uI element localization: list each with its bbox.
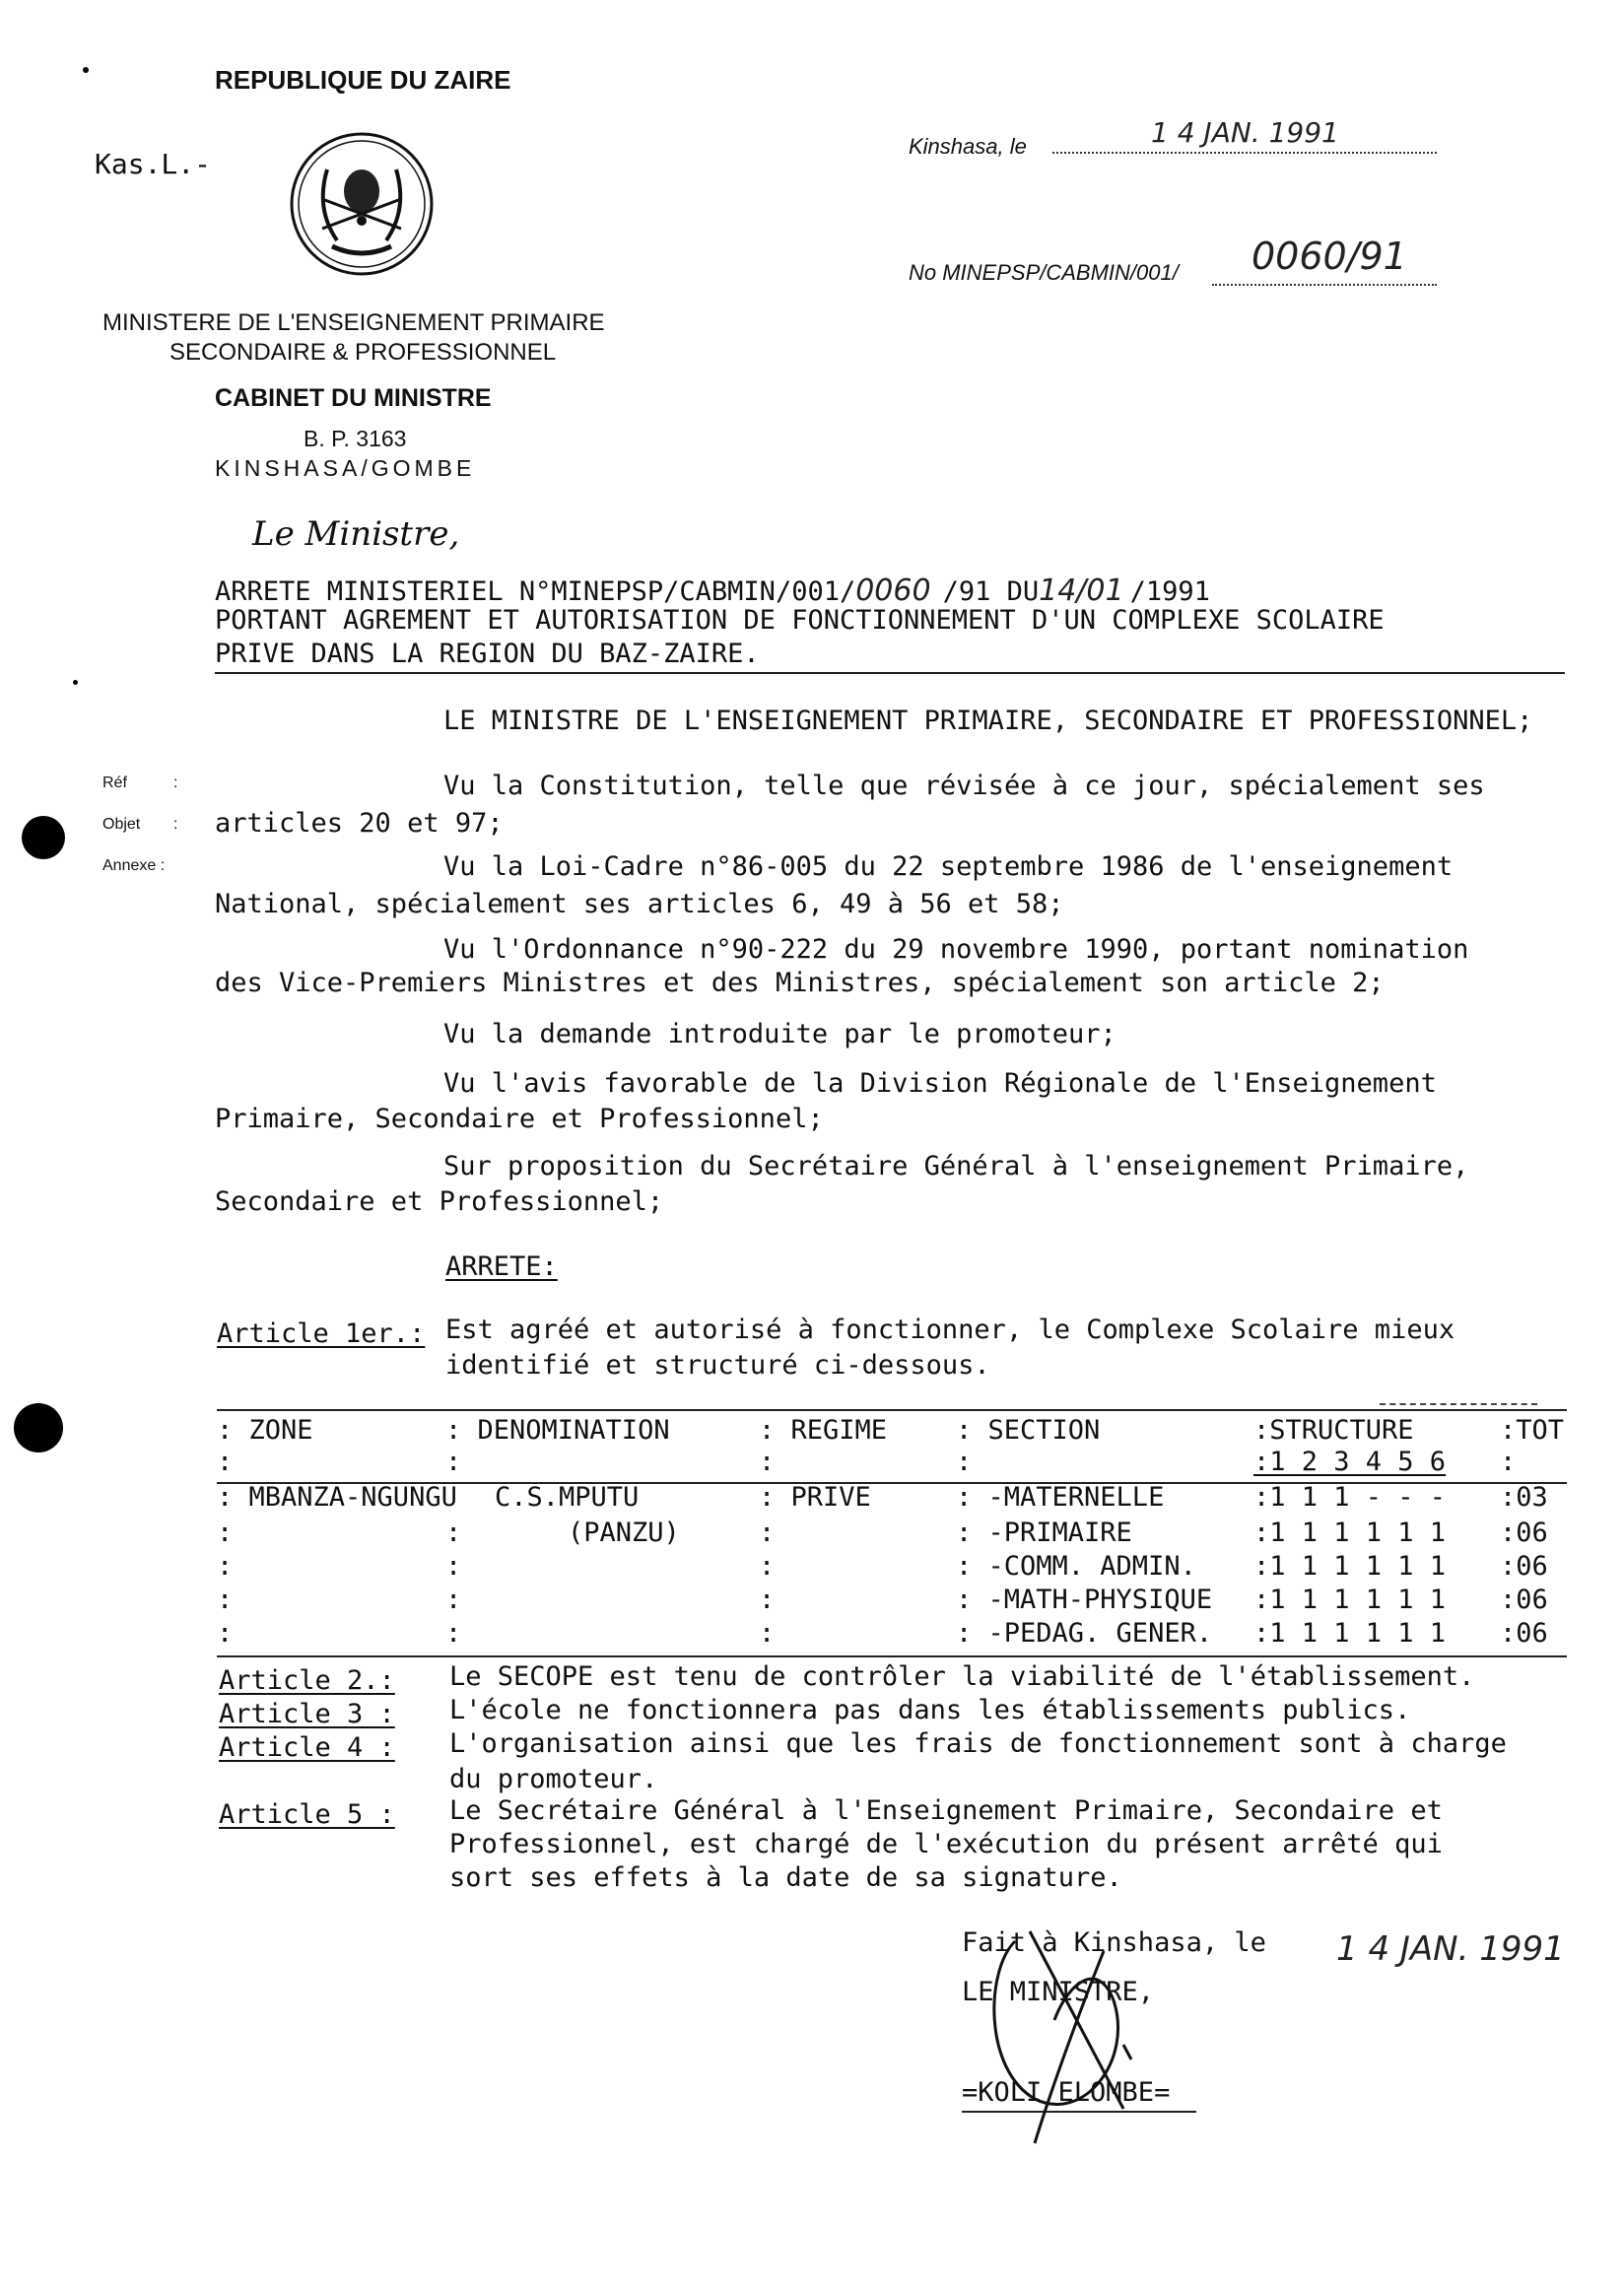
row-1-structure: :1 1 1 - - - [1253, 1482, 1447, 1513]
th2-structure-years: :1 2 3 4 5 6 [1253, 1447, 1447, 1477]
title-prefix: ARRETE MINISTERIEL N°MINEPSP/CABMIN/001/ [215, 576, 856, 607]
considerant-1b: articles 20 et 97; [215, 808, 504, 839]
considerant-6a: Sur proposition du Secrétaire Général à l'enseignement Primaire, [443, 1151, 1469, 1181]
th2-colon-section: : [956, 1447, 973, 1477]
th-structure: :STRUCTURE [1253, 1415, 1414, 1446]
colon-denom-r2: : [445, 1518, 462, 1548]
article-4-text-b: du promoteur. [449, 1764, 658, 1794]
place-date-value: 1 4 JAN. 1991 [1151, 116, 1339, 149]
th2-colon-tot: : [1500, 1447, 1517, 1477]
row-3-section: : -COMM. ADMIN. [956, 1551, 1196, 1582]
considerant-2b: National, spécialement ses articles 6, 49 à 56 et 58; [215, 889, 1064, 919]
coat-of-arms-seal [288, 130, 436, 278]
article-3-label: Article 3 : [219, 1699, 395, 1729]
republic-heading: REPUBLIQUE DU ZAIRE [215, 65, 511, 95]
article-2-label: Article 2.: [219, 1665, 395, 1696]
colon-zone-r2: : [217, 1518, 234, 1548]
handwritten-signature [976, 1912, 1173, 2148]
number-label: No MINEPSP/CABMIN/001/ [909, 260, 1179, 285]
cell-zone: : MBANZA-NGUNGU [217, 1482, 457, 1513]
decree-title-line-2: PORTANT AGREMENT ET AUTORISATION DE FONCTIONNEMENT D'UN COMPLEXE SCOLAIRE [215, 605, 1385, 636]
article-1-line-a: Est agréé et autorisé à fonctionner, le Complexe Scolaire mieux [445, 1315, 1455, 1345]
title-year: /1991 [1129, 576, 1210, 607]
article-5-label: Article 5 : [219, 1799, 395, 1830]
colon-regime-r5: : [759, 1618, 776, 1649]
number-value: 0060/91 [1252, 235, 1407, 278]
row-5-section: : -PEDAG. GENER. [956, 1618, 1213, 1649]
considerant-6b: Secondaire et Professionnel; [215, 1186, 664, 1217]
th2-colon-regime: : [759, 1447, 776, 1477]
row-4-structure: :1 1 1 1 1 1 [1253, 1585, 1447, 1615]
ref-label: Réf [102, 775, 127, 791]
article-5-text-c: sort ses effets à la date de sa signature. [449, 1862, 1122, 1893]
article-1-label: Article 1er.: [217, 1318, 426, 1349]
cabinet-heading: CABINET DU MINISTRE [215, 384, 492, 412]
article-5-text-a: Le Secrétaire Général à l'Enseignement Primaire, Secondaire et [449, 1795, 1443, 1826]
row-4-section: : -MATH-PHYSIQUE [956, 1585, 1213, 1615]
ministry-line-1: MINISTERE DE L'ENSEIGNEMENT PRIMAIRE [102, 309, 605, 336]
considerant-2a: Vu la Loi-Cadre n°86-005 du 22 septembre 1986 de l'enseignement [443, 851, 1454, 882]
objet-label: Objet [102, 816, 141, 833]
th2-colon-denom: : [445, 1447, 462, 1477]
row-2-tot: :06 [1500, 1518, 1548, 1548]
row-3-tot: :06 [1500, 1551, 1548, 1582]
table-bottom-rule [217, 1655, 1567, 1657]
punch-hole-top [22, 816, 65, 859]
speck-1 [83, 67, 89, 73]
th-zone: : ZONE [217, 1415, 313, 1446]
reference-code: Kas.L.- [95, 148, 212, 180]
signature-date: 1 4 JAN. 1991 [1336, 1929, 1565, 1969]
title-mid: /91 DU [942, 576, 1040, 607]
th2-colon-zone: : [217, 1447, 234, 1477]
colon-denom-r3: : [445, 1551, 462, 1582]
colon-zone-r4: : [217, 1585, 234, 1615]
th-denomination: : DENOMINATION [445, 1415, 670, 1446]
colon-denom-r5: : [445, 1618, 462, 1649]
colon-zone-r3: : [217, 1551, 234, 1582]
signature-place: Fait à Kinshasa, le [962, 1927, 1266, 1958]
le-ministre-script: Le Ministre, [252, 514, 460, 554]
considerant-3b: des Vice-Premiers Ministres et des Ministres, spécialement son article 2; [215, 968, 1385, 998]
number-line [1212, 235, 1437, 286]
considerant-5a: Vu l'avis favorable de la Division Régionale de l'Enseignement [443, 1068, 1437, 1099]
cell-regime: : PRIVE [759, 1482, 871, 1513]
cell-denomination-2: (PANZU) [568, 1518, 680, 1548]
place-label: Kinshasa, le [909, 134, 1027, 159]
colon-zone-r5: : [217, 1618, 234, 1649]
objet-colon: : [173, 816, 178, 833]
row-1-tot: :03 [1500, 1482, 1548, 1513]
row-2-structure: :1 1 1 1 1 1 [1253, 1518, 1447, 1548]
th-regime: : REGIME [759, 1415, 888, 1446]
row-2-section: : -PRIMAIRE [956, 1518, 1132, 1548]
cell-denomination-1: C.S.MPUTU [495, 1482, 640, 1513]
title-handwritten-number: 0060 [855, 574, 931, 608]
considerant-3a: Vu l'Ordonnance n°90-222 du 29 novembre 1990, portant nomination [443, 934, 1469, 965]
row-1-section: : -MATERNELLE [956, 1482, 1165, 1513]
article-3-text: L'école ne fonctionnera pas dans les établissements publics. [449, 1695, 1411, 1725]
arrete-heading: ARRETE: [445, 1251, 558, 1282]
article-4-label: Article 4 : [219, 1732, 395, 1763]
considerant-4: Vu la demande introduite par le promoteur; [443, 1019, 1116, 1049]
title-handwritten-date: 14/01 [1039, 574, 1124, 608]
colon-regime-r4: : [759, 1585, 776, 1615]
punch-hole-bottom [14, 1403, 63, 1452]
speck-2 [73, 680, 78, 685]
article-2-text: Le SECOPE est tenu de contrôler la viabilité de l'établissement. [449, 1661, 1475, 1692]
article-5-text-b: Professionnel, est chargé de l'exécution du présent arrêté qui [449, 1829, 1443, 1859]
row-5-structure: :1 1 1 1 1 1 [1253, 1618, 1447, 1649]
place-date-line [1052, 116, 1437, 154]
considerant-1a: Vu la Constitution, telle que révisée à ce jour, spécialement ses [443, 771, 1485, 801]
signatory-name: =KOLI ELOMBE= [962, 2077, 1171, 2108]
colon-regime-r2: : [759, 1518, 776, 1548]
colon-denom-r4: : [445, 1585, 462, 1615]
colon-regime-r3: : [759, 1551, 776, 1582]
considerant-5b: Primaire, Secondaire et Professionnel; [215, 1104, 824, 1134]
decree-title-line-1 [215, 574, 1210, 608]
article-4-text-a: L'organisation ainsi que les frais de fonctionnement sont à charge [449, 1728, 1507, 1759]
table-top-dash [1380, 1403, 1537, 1405]
title-rule [215, 672, 1565, 674]
ref-colon: : [173, 775, 178, 791]
intro-line: LE MINISTRE DE L'ENSEIGNEMENT PRIMAIRE, SECONDAIRE ET PROFESSIONNEL; [443, 706, 1533, 736]
ministry-line-2: SECONDAIRE & PROFESSIONNEL [169, 339, 557, 366]
signature-title: LE MINISTRE, [962, 1977, 1155, 2007]
row-3-structure: :1 1 1 1 1 1 [1253, 1551, 1447, 1582]
city: KINSHASA/GOMBE [215, 455, 476, 481]
row-5-tot: :06 [1500, 1618, 1548, 1649]
postal-box: B. P. 3163 [304, 426, 407, 451]
th-section: : SECTION [956, 1415, 1101, 1446]
table-top-rule [217, 1409, 1567, 1411]
row-4-tot: :06 [1500, 1585, 1548, 1615]
decree-title-line-3: PRIVE DANS LA REGION DU BAZ-ZAIRE. [215, 639, 760, 669]
th-tot: :TOT [1500, 1415, 1565, 1446]
article-1-line-b: identifié et structuré ci-dessous. [445, 1350, 990, 1381]
annexe-label: Annexe : [102, 857, 166, 874]
